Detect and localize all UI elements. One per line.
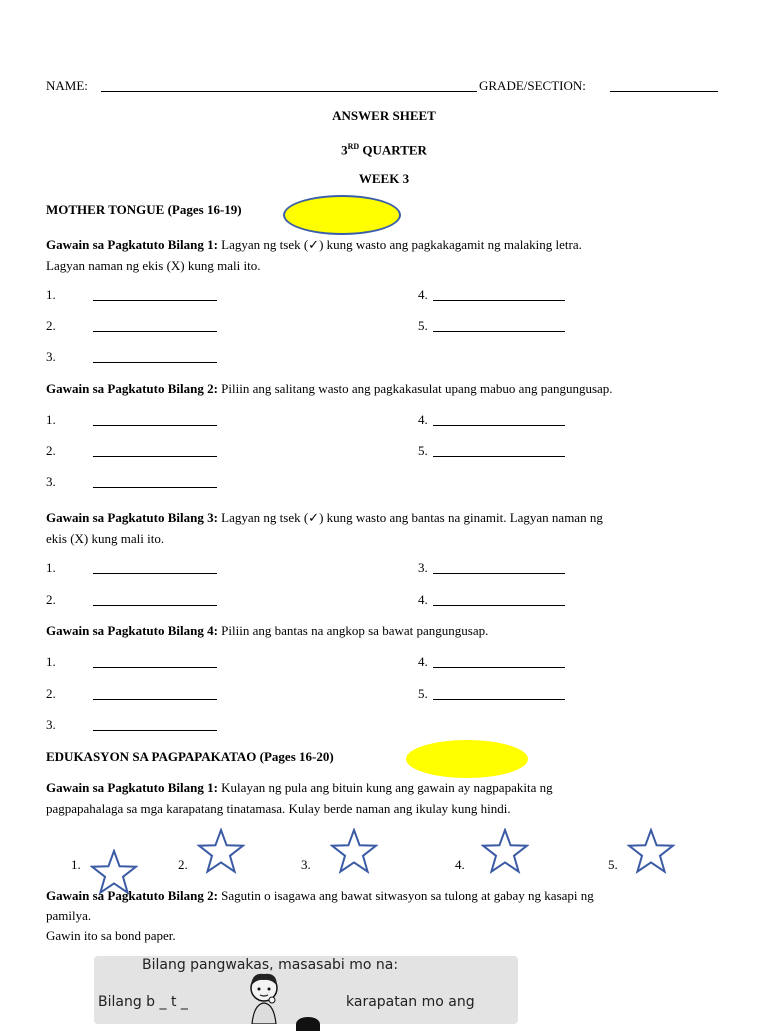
decorative-shape [296, 1017, 320, 1031]
mt-gawain-1-label: Gawain sa Pagkatuto Bilang 1: [46, 237, 218, 252]
mt-g4-answer-2[interactable] [93, 699, 217, 700]
mt-g2-num-2: 2. [46, 443, 56, 458]
mt-gawain-4 [46, 620, 736, 641]
mt-g2-answer-1[interactable] [93, 425, 217, 426]
mt-gawain-4-label: Gawain sa Pagkatuto Bilang 4: [46, 623, 218, 638]
girl-thinking-icon [244, 970, 284, 1029]
esp-title: EDUKASYON SA PAGPAPAKATAO (Pages 16-20) [46, 749, 334, 764]
mt-gawain-1-text: Lagyan ng tsek (✓) kung wasto ang pagkakagamit ng malaking letra. [217, 237, 582, 252]
esp-gawain-2 [46, 886, 736, 946]
star-num-5: 5. [608, 857, 618, 872]
closing-line-2a: Bilang b _ t _ [98, 994, 188, 1010]
grade-label: GRADE/SECTION: [479, 78, 586, 93]
mt-g3-answer-2[interactable] [93, 605, 217, 606]
mt-g3-answer-3[interactable] [433, 573, 565, 574]
star-num-3: 3. [301, 857, 311, 872]
highlight-oval-2 [406, 740, 528, 778]
star-icon[interactable] [627, 828, 675, 874]
mt-g3-answer-1[interactable] [93, 573, 217, 574]
mt-g1-num-4: 4. [418, 287, 428, 302]
mt-g1-num-2: 2. [46, 318, 56, 333]
mt-g2-answer-2[interactable] [93, 456, 217, 457]
esp-gawain-1-text: Kulayan ng pula ang bituin kung ang gawain ay nagpapakita ng [217, 780, 553, 795]
name-label: NAME: [46, 78, 88, 93]
esp-gawain-1-label: Gawain sa Pagkatuto Bilang 1: [46, 780, 218, 795]
mt-g2-num-3: 3. [46, 474, 56, 489]
mt-g2-num-5: 5. [418, 443, 428, 458]
mt-g4-num-2: 2. [46, 686, 56, 701]
star-num-1: 1. [71, 857, 81, 872]
esp-gawain-1-text2: pagpapahalaga sa mga karapatang tinatamasa. Kulay berde naman ang ikulay kung hindi. [46, 801, 511, 816]
grade-line[interactable] [610, 91, 718, 92]
closing-line-2b: karapatan mo ang [346, 994, 475, 1010]
esp-gawain-1 [46, 777, 736, 819]
mt-gawain-2-label: Gawain sa Pagkatuto Bilang 2: [46, 381, 218, 396]
mt-gawain-3 [46, 507, 736, 549]
esp-gawain-2-text: Sagutin o isagawa ang bawat sitwasyon sa tulong at gabay ng kasapi ng [217, 888, 594, 903]
name-line[interactable] [101, 91, 477, 92]
mt-g1-num-3: 3. [46, 349, 56, 364]
mt-gawain-2-text: Piliin ang salitang wasto ang pagkakasulat upang mabuo ang pangungusap. [217, 381, 613, 396]
mt-g4-answer-5[interactable] [433, 699, 565, 700]
mt-g2-num-1: 1. [46, 412, 56, 427]
mt-g3-num-4: 4. [418, 592, 428, 607]
mt-g1-answer-5[interactable] [433, 331, 565, 332]
mt-g2-answer-4[interactable] [433, 425, 565, 426]
page-title: ANSWER SHEET [332, 108, 436, 123]
mt-gawain-3-label: Gawain sa Pagkatuto Bilang 3: [46, 510, 218, 525]
quarter-word: QUARTER [362, 142, 427, 158]
mt-g1-answer-4[interactable] [433, 300, 565, 301]
mt-gawain-2 [46, 378, 736, 399]
quarter-superscript: RD [347, 142, 360, 151]
quarter-number: 3 [341, 142, 348, 158]
mt-g4-answer-4[interactable] [433, 667, 565, 668]
mt-g3-num-1: 1. [46, 560, 56, 575]
mt-gawain-1 [46, 234, 736, 276]
esp-gawain-2-text2: pamilya. [46, 908, 92, 923]
week-title: WEEK 3 [358, 171, 410, 186]
mt-gawain-4-text: Piliin ang bantas na angkop sa bawat pangungusap. [217, 623, 489, 638]
closing-line-1: Bilang pangwakas, masasabi mo na: [142, 957, 399, 973]
mt-gawain-3-text: Lagyan ng tsek (✓) kung wasto ang bantas na ginamit. Lagyan naman ng [217, 510, 603, 525]
mt-g1-num-1: 1. [46, 287, 56, 302]
mt-g4-num-4: 4. [418, 654, 428, 669]
mt-g3-num-3: 3. [418, 560, 428, 575]
mt-gawain-3-text2: ekis (X) kung mali ito. [46, 531, 165, 546]
mt-g1-answer-3[interactable] [93, 362, 217, 363]
mt-g4-num-5: 5. [418, 686, 428, 701]
esp-gawain-2-text3: Gawin ito sa bond paper. [46, 928, 176, 943]
quarter-title [0, 139, 768, 158]
mt-gawain-1-text2: Lagyan naman ng ekis (X) kung mali ito. [46, 258, 261, 273]
mt-g3-answer-4[interactable] [433, 605, 565, 606]
esp-gawain-2-label: Gawain sa Pagkatuto Bilang 2: [46, 888, 218, 903]
mt-g1-answer-1[interactable] [93, 300, 217, 301]
mt-g2-num-4: 4. [418, 412, 428, 427]
mt-g1-num-5: 5. [418, 318, 428, 333]
mother-tongue-title: MOTHER TONGUE (Pages 16-19) [46, 202, 242, 217]
mt-g4-answer-3[interactable] [93, 730, 217, 731]
mt-g4-answer-1[interactable] [93, 667, 217, 668]
mt-g4-num-3: 3. [46, 717, 56, 732]
mt-g2-answer-3[interactable] [93, 487, 217, 488]
star-icon[interactable] [197, 828, 245, 874]
highlight-oval-1 [283, 195, 401, 235]
mt-g2-answer-5[interactable] [433, 456, 565, 457]
star-icon[interactable] [481, 828, 529, 874]
star-icon[interactable] [330, 828, 378, 874]
mt-g1-answer-2[interactable] [93, 331, 217, 332]
mt-g4-num-1: 1. [46, 654, 56, 669]
star-num-4: 4. [455, 857, 465, 872]
mt-g3-num-2: 2. [46, 592, 56, 607]
star-num-2: 2. [178, 857, 188, 872]
